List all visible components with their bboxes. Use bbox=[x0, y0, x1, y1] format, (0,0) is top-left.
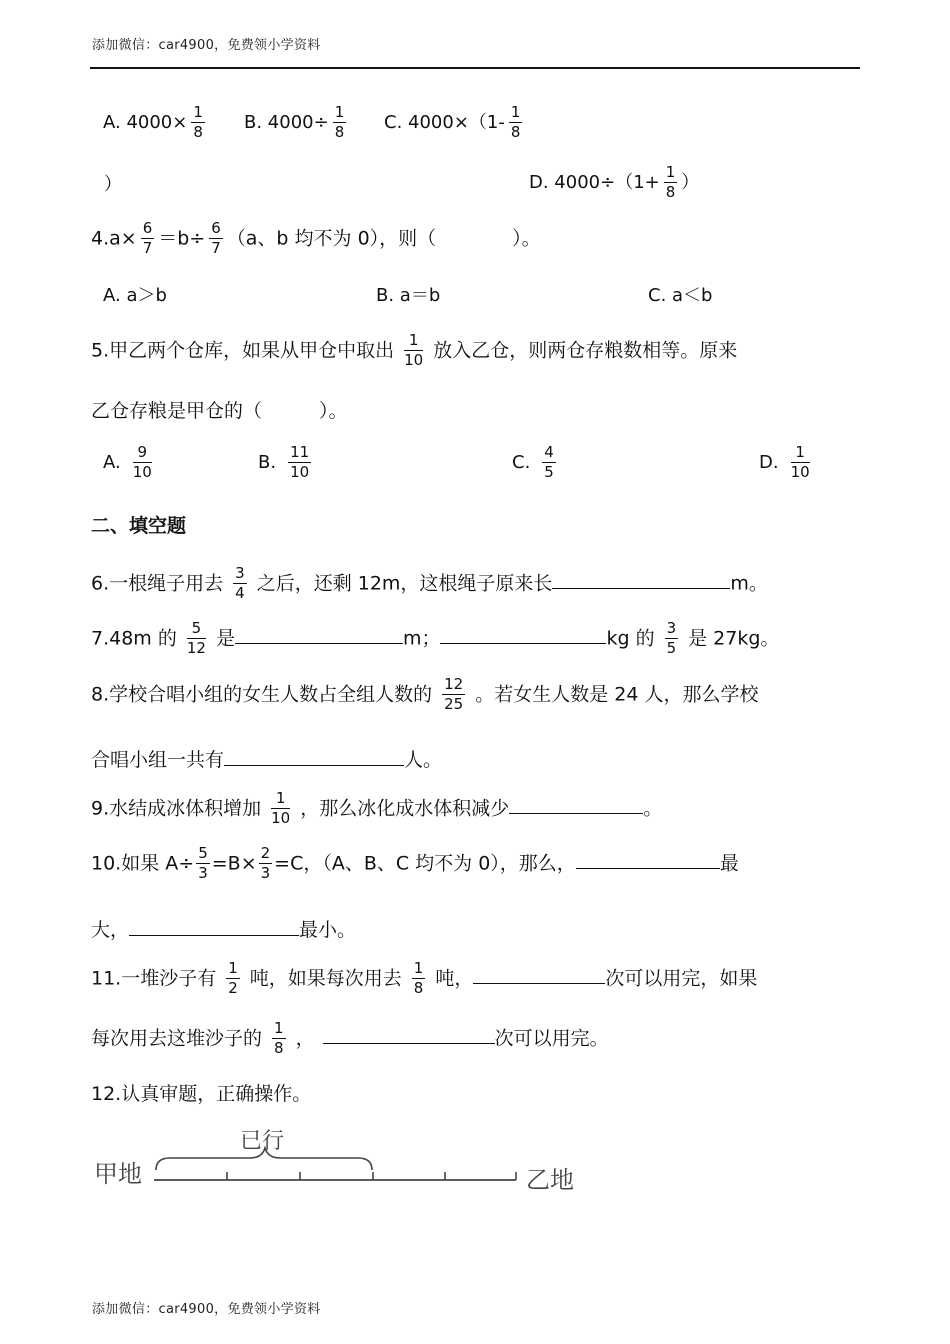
fraction bbox=[233, 565, 247, 603]
fraction bbox=[333, 104, 347, 142]
question-9 bbox=[91, 790, 662, 828]
q9-text: 9.水结成冰体积增加 bbox=[91, 797, 262, 820]
q3-option-c bbox=[384, 104, 526, 142]
denominator: 10 bbox=[790, 463, 810, 482]
question-10 bbox=[91, 845, 739, 883]
q5-option-a bbox=[103, 444, 156, 482]
numerator: 5 bbox=[191, 619, 202, 637]
numerator: 2 bbox=[260, 844, 271, 862]
fraction bbox=[272, 1020, 286, 1058]
q4-text: 4.a× bbox=[91, 227, 137, 250]
denominator: 10 bbox=[132, 463, 152, 482]
answer-blank[interactable] bbox=[235, 624, 403, 644]
numerator: 4 bbox=[544, 443, 554, 461]
q11-text: 11.一堆沙子有 bbox=[91, 967, 217, 990]
question-5 bbox=[91, 332, 737, 370]
q4-option-a: A. a＞b bbox=[103, 285, 167, 306]
numerator: 1 bbox=[408, 331, 419, 349]
answer-blank[interactable] bbox=[509, 794, 643, 814]
q4-text: ＝b÷ bbox=[158, 227, 206, 250]
numerator: 1 bbox=[275, 789, 286, 807]
fraction bbox=[141, 220, 155, 258]
numerator: 6 bbox=[142, 219, 153, 237]
q8-text: 合唱小组一共有 bbox=[91, 749, 225, 771]
fraction bbox=[226, 960, 240, 998]
question-8-line2 bbox=[91, 746, 442, 770]
answer-blank[interactable] bbox=[129, 916, 299, 936]
fraction bbox=[133, 444, 152, 482]
denominator: 2 bbox=[228, 979, 238, 998]
q8-text: 8.学校合唱小组的女生人数占全组人数的 bbox=[91, 683, 433, 706]
q7-text: kg 的 bbox=[606, 627, 655, 650]
q4-option-b: B. a＝b bbox=[376, 285, 441, 306]
q3-option-d bbox=[529, 164, 699, 202]
q6-unit: m。 bbox=[730, 572, 768, 595]
fraction bbox=[665, 620, 679, 658]
denominator: 3 bbox=[198, 864, 208, 883]
header-rule bbox=[90, 67, 860, 69]
question-5-line2: 乙仓存粮是甲仓的（ ）。 bbox=[91, 400, 348, 422]
brace bbox=[156, 1148, 372, 1170]
numerator: 1 bbox=[510, 103, 521, 121]
q5-text: 放入乙仓，则两仓存粮数相等。原来 bbox=[433, 339, 738, 362]
fraction bbox=[196, 845, 210, 883]
q6-text: 之后，还剩 12m，这根绳子原来长 bbox=[256, 572, 553, 595]
fraction bbox=[442, 676, 465, 714]
q11-text: ， bbox=[295, 1027, 315, 1050]
option-label: D. bbox=[759, 451, 779, 473]
question-6 bbox=[91, 565, 768, 603]
q5-text: 5.甲乙两个仓库，如果从甲仓中取出 bbox=[91, 339, 395, 362]
denominator: 8 bbox=[665, 183, 676, 202]
numerator: 1 bbox=[334, 103, 345, 121]
fraction bbox=[191, 104, 205, 142]
numerator: 3 bbox=[666, 619, 677, 637]
question-8 bbox=[91, 676, 759, 714]
watermark-top: 添加微信：car4900，免费领小学资料 bbox=[92, 38, 321, 53]
q8-text: 。若女生人数是 24 人，那么学校 bbox=[475, 683, 759, 706]
q3-option-c-close: ） bbox=[104, 174, 122, 195]
denominator: 12 bbox=[186, 639, 206, 658]
numerator: 11 bbox=[290, 443, 310, 461]
fraction bbox=[271, 790, 290, 828]
q8-unit: 人。 bbox=[404, 749, 443, 771]
numerator: 5 bbox=[198, 844, 208, 862]
answer-blank[interactable] bbox=[440, 624, 606, 644]
diagram-start-label: 甲地 bbox=[94, 1160, 142, 1188]
numerator: 1 bbox=[274, 1019, 284, 1037]
q10-text: =B× bbox=[211, 852, 257, 875]
numerator: 9 bbox=[137, 443, 148, 461]
fraction bbox=[259, 845, 273, 883]
denominator: 3 bbox=[260, 864, 271, 883]
q10-text: 最小。 bbox=[299, 919, 357, 941]
denominator: 8 bbox=[510, 123, 521, 142]
numerator: 1 bbox=[795, 443, 805, 461]
q7-text: 是 27kg。 bbox=[688, 627, 780, 650]
q9-text: 。 bbox=[643, 797, 663, 820]
denominator: 8 bbox=[193, 123, 203, 142]
numerator: 3 bbox=[235, 564, 245, 582]
q3-b-text: B. 4000÷ bbox=[244, 111, 329, 133]
answer-blank[interactable] bbox=[576, 849, 720, 869]
denominator: 10 bbox=[404, 351, 424, 370]
q11-text: 每次用去这堆沙子的 bbox=[91, 1027, 263, 1050]
q6-text: 6.一根绳子用去 bbox=[91, 572, 224, 595]
fraction bbox=[288, 444, 311, 482]
denominator: 5 bbox=[544, 463, 554, 482]
question-7 bbox=[91, 620, 779, 658]
denominator: 10 bbox=[271, 809, 291, 828]
numerator: 1 bbox=[413, 959, 424, 977]
fraction bbox=[664, 164, 678, 202]
q11-text: 吨，如果每次用去 bbox=[249, 967, 402, 990]
denominator: 10 bbox=[290, 463, 310, 482]
watermark-bottom: 添加微信：car4900，免费领小学资料 bbox=[92, 1302, 321, 1317]
fraction bbox=[509, 104, 523, 142]
denominator: 25 bbox=[444, 695, 464, 714]
q3-a-text: A. 4000× bbox=[103, 111, 188, 133]
denominator: 7 bbox=[211, 239, 221, 258]
q5-option-d bbox=[759, 444, 814, 482]
q4-text: （a、b 均不为 0），则（ ）。 bbox=[226, 227, 541, 250]
denominator: 8 bbox=[413, 979, 424, 998]
numerator: 12 bbox=[444, 675, 464, 693]
diagram-end-label: 乙地 bbox=[526, 1166, 574, 1194]
q7-text: 7.48m 的 bbox=[91, 627, 177, 650]
option-label: A. bbox=[103, 451, 121, 473]
question-11-line2 bbox=[91, 1020, 609, 1058]
question-10-line2 bbox=[91, 916, 356, 940]
fraction bbox=[404, 332, 423, 370]
fraction bbox=[209, 220, 223, 258]
numerator: 1 bbox=[665, 163, 676, 181]
answer-blank[interactable] bbox=[552, 569, 730, 589]
q11-text: 次可以用完。 bbox=[494, 1027, 609, 1050]
q11-text: 次可以用完，如果 bbox=[605, 967, 758, 990]
question-4 bbox=[91, 220, 541, 258]
denominator: 4 bbox=[235, 584, 245, 603]
distance-diagram bbox=[90, 1120, 610, 1210]
fraction bbox=[542, 444, 556, 482]
answer-blank[interactable] bbox=[473, 964, 605, 984]
numerator: 6 bbox=[211, 219, 221, 237]
q7-text: 是 bbox=[215, 627, 235, 650]
q10-text: 最 bbox=[719, 852, 739, 875]
q3-option-a bbox=[103, 104, 209, 142]
denominator: 7 bbox=[142, 239, 153, 258]
question-12: 12.认真审题，正确操作。 bbox=[91, 1083, 312, 1105]
denominator: 5 bbox=[666, 639, 677, 658]
q11-text: 吨， bbox=[435, 967, 474, 990]
denominator: 8 bbox=[334, 123, 345, 142]
numerator: 1 bbox=[228, 959, 238, 977]
fraction bbox=[791, 444, 810, 482]
section-heading: 二、填空题 bbox=[91, 515, 187, 537]
option-label: C. bbox=[512, 451, 531, 473]
q10-text: 10.如果 A÷ bbox=[91, 852, 195, 875]
q3-option-b bbox=[244, 104, 350, 142]
diagram-brace-label: 已行 bbox=[240, 1129, 285, 1154]
q5-option-b bbox=[258, 444, 315, 482]
q3-d-close: ） bbox=[681, 171, 700, 193]
q3-d-text: D. 4000÷（1+ bbox=[529, 171, 660, 193]
q3-c-text: C. 4000×（1- bbox=[384, 111, 505, 133]
option-label: B. bbox=[258, 451, 277, 473]
numerator: 1 bbox=[193, 103, 203, 121]
q9-text: ，那么冰化成水体积减少 bbox=[300, 797, 510, 820]
denominator: 8 bbox=[274, 1039, 284, 1058]
fraction bbox=[412, 960, 426, 998]
q5-option-c bbox=[512, 444, 560, 482]
q10-text: 大， bbox=[91, 919, 130, 941]
answer-blank[interactable] bbox=[323, 1024, 495, 1044]
fraction bbox=[187, 620, 206, 658]
answer-blank[interactable] bbox=[224, 746, 404, 766]
q10-text: =C，（A、B、C 均不为 0），那么， bbox=[274, 852, 576, 875]
question-11 bbox=[91, 960, 757, 998]
q7-text: m； bbox=[402, 627, 441, 650]
q4-option-c: C. a＜b bbox=[648, 285, 713, 306]
